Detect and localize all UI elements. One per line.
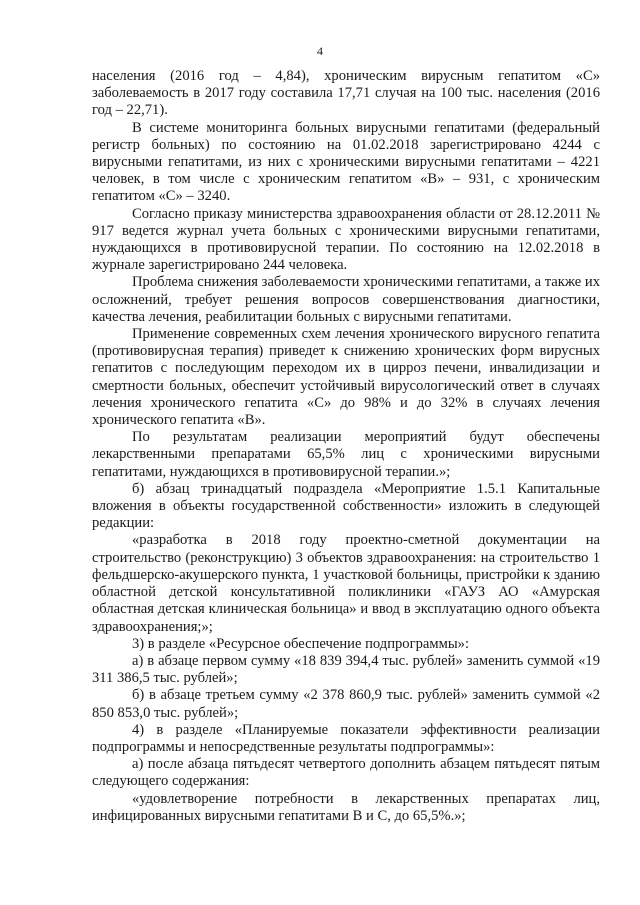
paragraph: Применение современных схем лечения хронического вирусного гепатита (противовирусная терапия) приведет к снижению хронических форм вирусных гепатитов с последующим переходом их в цирроз печени, инвалидизации и смертности больных, обеспечит устойчивый вирусологический ответ в случаях лечения хронического гепатита «С» до 98% и до 32% в случаях лечения хронического гепатита «В». xyxy=(92,326,600,429)
paragraph: В системе мониторинга больных вирусными гепатитами (федеральный регистр больных) по состоянию на 01.02.2018 зарегистрировано 4244 с вирусными гепатитами, из них с хроническими вирусными гепатитами – 4221 человек, в том числе с хроническим гепатитом «В» – 931, с хроническим гепатитом «С» – 3240. xyxy=(92,119,600,205)
paragraph: б) в абзаце третьем сумму «2 378 860,9 тыс. рублей» заменить суммой «2 850 853,0 тыс. рублей»; xyxy=(92,687,600,721)
paragraph: населения (2016 год – 4,84), хроническим вирусным гепатитом «С» заболеваемость в 2017 году составила 17,71 случая на 100 тыс. населения (2016 год – 22,71). xyxy=(92,68,600,119)
paragraph: По результатам реализации мероприятий будут обеспечены лекарственными препаратами 65,5% лиц с хроническими вирусными гепатитами, нуждающихся в противовирусной терапии.»; xyxy=(92,429,600,480)
page-number: 4 xyxy=(317,44,323,58)
paragraph: б) абзац тринадцатый подраздела «Мероприятие 1.5.1 Капитальные вложения в объекты государственной собственности» изложить в следующей редакции: xyxy=(92,480,600,532)
paragraph: «разработка в 2018 году проектно-сметной документации на строительство (реконструкцию) 3 объектов здравоохранения: на строительство 1 фельдшерско-акушерского пункта, 1 участковой больницы, пристройки к зданию областной детской консультативной поликлиники «ГАУЗ АО «Амурская областная детская клиническая больница» и ввод в эксплуатацию одного объекта здравоохранения;»; xyxy=(92,532,600,635)
paragraph: а) в абзаце первом сумму «18 839 394,4 тыс. рублей» заменить суммой «19 311 386,5 тыс. рублей»; xyxy=(92,652,600,687)
paragraph: Согласно приказу министерства здравоохранения области от 28.12.2011 № 917 ведется журнал учета больных с хроническими вирусными гепатитами, нуждающихся в противовирусной терапии. По состоянию на 12.02.2018 в журнале зарегистрировано 244 человека. xyxy=(92,205,600,274)
paragraph: а) после абзаца пятьдесят четвертого дополнить абзацем пятьдесят пятым следующего содержания: xyxy=(92,756,600,790)
document-body xyxy=(92,68,600,825)
paragraph: 3) в разделе «Ресурсное обеспечение подпрограммы»: xyxy=(132,635,469,652)
paragraph: Проблема снижения заболеваемости хроническими гепатитами, а также их осложнений, требует решения вопросов совершенствования диагностики, качества лечения, реабилитации больных с вирусными гепатитами. xyxy=(92,274,600,325)
paragraph: «удовлетворение потребности в лекарственных препаратах лиц, инфицированных вирусными гепатитами В и С, до 65,5%.»; xyxy=(92,790,600,824)
paragraph: 4) в разделе «Планируемые показатели эффективности реализации подпрограммы и непосредственные результаты подпрограммы»: xyxy=(92,721,600,755)
